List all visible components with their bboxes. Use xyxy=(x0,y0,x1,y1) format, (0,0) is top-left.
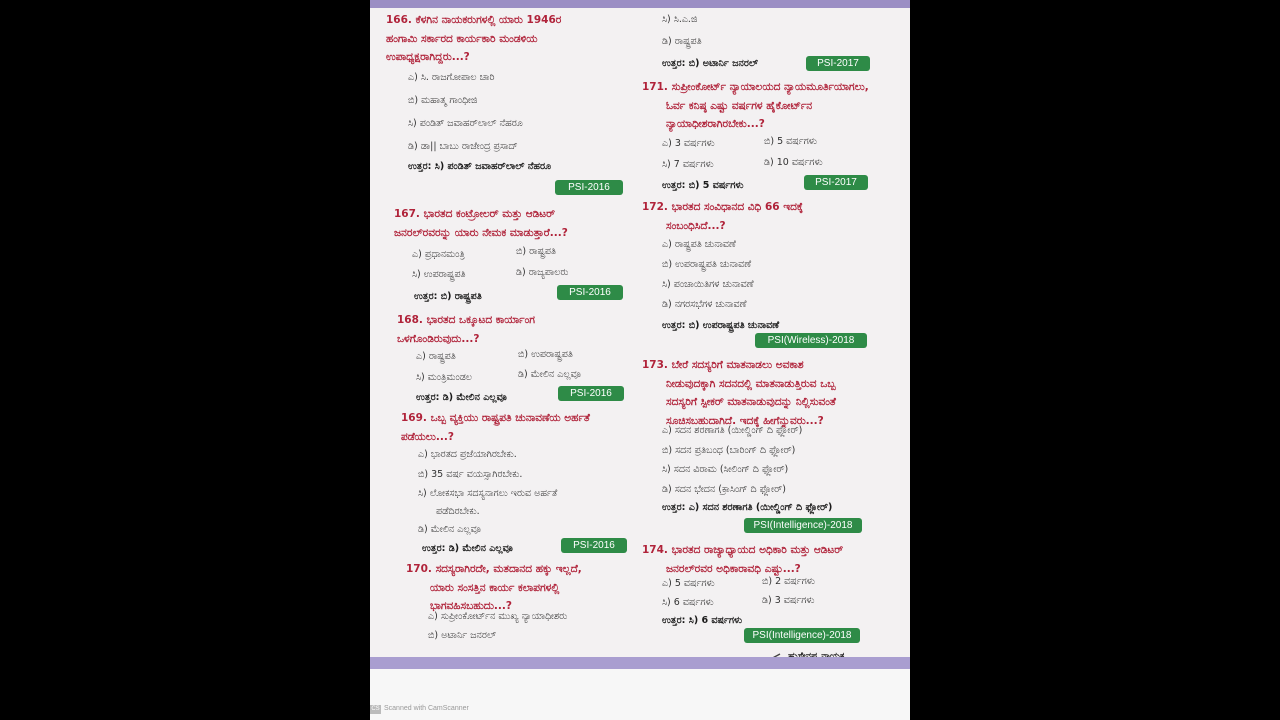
exam-tag-169: PSI-2016 xyxy=(561,538,627,553)
answer-167: ಉತ್ತರ: ಬಿ) ರಾಷ್ಟ್ರಪತಿ xyxy=(414,291,482,302)
exam-tag-173: PSI(Intelligence)-2018 xyxy=(744,518,862,533)
option-172-d: ಡಿ) ನಗರಸಭೆಗಳ ಚುನಾವಣೆ xyxy=(662,299,747,310)
question-168: 168. ಭಾರತದ ಒಕ್ಕೂಟದ ಕಾರ್ಯಾಂಗ ಒಳಗೊಂಡಿರುವುದು...? xyxy=(397,314,535,345)
option-168-a: ಎ) ರಾಷ್ಟ್ರಪತಿ xyxy=(416,351,456,362)
option-172-a: ಎ) ರಾಷ್ಟ್ರಪತಿ ಚುನಾವಣೆ xyxy=(662,239,736,250)
option-169-d: ಡಿ) ಮೇಲಿನ ಎಲ್ಲವೂ xyxy=(418,524,481,535)
option-173-a: ಎ) ಸದನ ಶರಣಾಗತಿ (ಯೀಲ್ಡಿಂಗ್ ದಿ ಫ್ಲೋರ್) xyxy=(662,425,803,436)
exam-tag-170: PSI-2017 xyxy=(806,56,870,71)
answer-168: ಉತ್ತರ: ಡಿ) ಮೇಲಿನ ಎಲ್ಲವೂ xyxy=(416,392,507,403)
book-page xyxy=(370,0,910,720)
option-169-c-cont: ಪಡೆದಿರಬೇಕು. xyxy=(436,506,480,517)
option-166-a: ಎ) ಸಿ. ರಾಜಗೋಪಾಲ ಚಾರಿ xyxy=(408,72,495,83)
question-173: 173. ಬೇರೆ ಸದಸ್ಯರಿಗೆ ಮಾತನಾಡಲು ಅವಕಾಶ ನೀಡುವುದಕ್ಕಾಗಿ ಸದನದಲ್ಲಿ ಮಾತನಾಡುತ್ತಿರುವ ಒಬ್ಬ ಸದಸ್ಯರಿಗೆ ಸ್ಪೀಕರ್ ಮಾತನಾಡುವುದನ್ನು ನಿಲ್ಲಿಸುವಂತೆ ಸೂಚಿಸಬಹುದಾಗಿದೆ. ಇದಕ್ಕೆ ಹೀಗೆನ್ನುವರು...? xyxy=(642,359,836,427)
question-170: 170. ಸದಸ್ಯರಾಗಿರದೇ, ಮತದಾನದ ಹಕ್ಕು ಇಲ್ಲದೆ, ಯಾರು ಸಂಸತ್ತಿನ ಕಾರ್ಯ ಕಲಾಪಗಳಲ್ಲಿ ಭಾಗವಹಿಸಬಹುದು...? xyxy=(406,563,582,612)
option-170-d: ಡಿ) ರಾಷ್ಟ್ರಪತಿ xyxy=(662,36,702,47)
option-166-b: ಬಿ) ಮಹಾತ್ಮ ಗಾಂಧೀಜಿ xyxy=(408,95,478,106)
option-171-b: ಬಿ) 5 ವರ್ಷಗಳು xyxy=(764,136,817,147)
option-172-c: ಸಿ) ಪಂಚಾಯಿತಿಗಳ ಚುನಾವಣೆ xyxy=(662,279,754,290)
option-170-c: ಸಿ) ಸಿ.ಎ.ಜಿ xyxy=(662,14,698,25)
answer-172: ಉತ್ತರ: ಬಿ) ಉಪರಾಷ್ಟ್ರಪತಿ ಚುನಾವಣೆ xyxy=(662,320,780,331)
exam-tag-171: PSI-2017 xyxy=(804,175,868,190)
exam-tag-174: PSI(Intelligence)-2018 xyxy=(744,628,860,643)
option-173-b: ಬಿ) ಸದನ ಪ್ರತಿಬಂಧ (ಬಾರಿಂಗ್ ದಿ ಫ್ಲೋರ್) xyxy=(662,445,796,456)
option-172-b: ಬಿ) ಉಪರಾಷ್ಟ್ರಪತಿ ಚುನಾವಣೆ xyxy=(662,259,752,270)
option-171-a: ಎ) 3 ವರ್ಷಗಳು xyxy=(662,138,715,149)
question-171: 171. ಸುಪ್ರೀಂಕೋರ್ಟ್ ನ್ಯಾಯಾಲಯದ ನ್ಯಾಯಮೂರ್ತಿಯಾಗಲು, ಓರ್ವ ಕನಿಷ್ಠ ಎಷ್ಟು ವರ್ಷಗಳ ಹೈಕೋರ್ಟ್‌ನ ನ್ಯಾಯಾಧೀಶರಾಗಿರಬೇಕು...? xyxy=(642,81,869,130)
option-174-b: ಬಿ) 2 ವರ್ಷಗಳು xyxy=(762,576,815,587)
option-174-c: ಸಿ) 6 ವರ್ಷಗಳು xyxy=(662,597,714,608)
option-168-b: ಬಿ) ಉಪರಾಷ್ಟ್ರಪತಿ xyxy=(518,349,573,360)
option-174-d: ಡಿ) 3 ವರ್ಷಗಳು xyxy=(762,595,815,606)
question-167: 167. ಭಾರತದ ಕಂಟ್ರೋಲರ್ ಮತ್ತು ಆಡಿಟರ್ ಜನರಲ್‌ರವರನ್ನು ಯಾರು ನೇಮಕ ಮಾಡುತ್ತಾರೆ...? xyxy=(394,208,568,239)
top-decor-bar xyxy=(370,0,910,8)
option-168-c: ಸಿ) ಮಂತ್ರಿಮಂಡಲ xyxy=(416,372,472,383)
scanner-text: Scanned with CamScanner xyxy=(384,705,469,712)
answer-173: ಉತ್ತರ: ಎ) ಸದನ ಶರಣಾಗತಿ (ಯೀಲ್ಡಿಂಗ್ ದಿ ಫ್ಲೋರ್) xyxy=(662,502,833,513)
option-169-b: ಬಿ) 35 ವರ್ಷ ವಯಸ್ಸಾಗಿರಬೇಕು. xyxy=(418,469,523,480)
answer-171: ಉತ್ತರ: ಬಿ) 5 ವರ್ಷಗಳು xyxy=(662,180,744,191)
question-172: 172. ಭಾರತದ ಸಂವಿಧಾನದ ವಿಧಿ 66 ಇದಕ್ಕೆ ಸಂಬಂಧಿಸಿದೆ...? xyxy=(642,201,804,232)
option-169-a: ಎ) ಭಾರತದ ಪ್ರಜೆಯಾಗಿರಬೇಕು. xyxy=(418,449,517,460)
bottom-decor-bar xyxy=(370,657,910,669)
option-166-c: ಸಿ) ಪಂಡಿತ್ ಜವಾಹರ್‌ಲಾಲ್ ನೆಹರೂ xyxy=(408,118,523,129)
option-167-c: ಸಿ) ಉಪರಾಷ್ಟ್ರಪತಿ xyxy=(412,269,466,280)
option-169-c: ಸಿ) ಲೋಕಸಭಾ ಸದಸ್ಯನಾಗಲು ಇರುವ ಅರ್ಹತೆ xyxy=(418,488,558,499)
answer-166: ಉತ್ತರ: ಸಿ) ಪಂಡಿತ್ ಜವಾಹರ್‌ಲಾಲ್ ನೆಹರೂ xyxy=(408,161,552,172)
scanner-watermark xyxy=(370,705,469,714)
exam-tag-168: PSI-2016 xyxy=(558,386,624,401)
option-173-c: ಸಿ) ಸದನ ವಿರಾಮ (ಸೀಲಿಂಗ್ ದಿ ಫ್ಲೋರ್) xyxy=(662,464,789,475)
option-174-a: ಎ) 5 ವರ್ಷಗಳು xyxy=(662,578,715,589)
option-171-d: ಡಿ) 10 ವರ್ಷಗಳು xyxy=(764,157,823,168)
exam-tag-167: PSI-2016 xyxy=(557,285,623,300)
question-174: 174. ಭಾರತದ ರಾಜ್ಯಾಧ್ಯಾಯದ ಅಧಿಕಾರಿ ಮತ್ತು ಆಡಿಟರ್ ಜನರಲ್‌ರವರ ಅಧಿಕಾರಾವಧಿ ಎಷ್ಟು...? xyxy=(642,544,844,575)
option-173-d: ಡಿ) ಸದನ ಭೇದನ (ಕ್ರಾಸಿಂಗ್ ದಿ ಫ್ಲೋರ್) xyxy=(662,484,786,495)
answer-169: ಉತ್ತರ: ಡಿ) ಮೇಲಿನ ಎಲ್ಲವೂ xyxy=(422,543,513,554)
question-166: 166. ಕೆಳಗಿನ ನಾಯಕರುಗಳಲ್ಲಿ ಯಾರು 1946ರ ಹಂಗಾಮಿ ಸರ್ಕಾರದ ಕಾರ್ಯಕಾರಿ ಮಂಡಳಿಯ ಉಪಾಧ್ಯಕ್ಷರಾಗಿದ್ದರು...? xyxy=(386,14,562,63)
exam-tag-166: PSI-2016 xyxy=(555,180,623,195)
option-170-a: ಎ) ಸುಪ್ರೀಂಕೋರ್ಟ್‌ನ ಮುಖ್ಯ ನ್ಯಾಯಾಧೀಶರು xyxy=(428,611,568,622)
answer-170: ಉತ್ತರ: ಬಿ) ಅಟಾರ್ನಿ ಜನರಲ್ xyxy=(662,58,759,69)
option-167-a: ಎ) ಪ್ರಧಾನಮಂತ್ರಿ xyxy=(412,249,465,260)
option-166-d: ಡಿ) ಡಾ|| ಬಾಬು ರಾಜೇಂದ್ರ ಪ್ರಸಾದ್ xyxy=(408,141,518,152)
option-170-b: ಬಿ) ಅಟಾರ್ನಿ ಜನರಲ್ xyxy=(428,630,497,641)
option-168-d: ಡಿ) ಮೇಲಿನ ಎಲ್ಲವೂ xyxy=(518,369,581,380)
option-171-c: ಸಿ) 7 ವರ್ಷಗಳು xyxy=(662,159,714,170)
answer-174: ಉತ್ತರ: ಸಿ) 6 ವರ್ಷಗಳು xyxy=(662,615,743,626)
camscanner-logo-icon: CS xyxy=(371,706,380,712)
option-167-b: ಬಿ) ರಾಷ್ಟ್ರಪತಿ xyxy=(516,246,557,257)
question-169: 169. ಒಬ್ಬ ವ್ಯಕ್ತಿಯು ರಾಷ್ಟ್ರಪತಿ ಚುನಾವಣೆಯ ಅರ್ಹತೆ ಪಡೆಯಲು...? xyxy=(401,412,590,443)
option-167-d: ಡಿ) ರಾಜ್ಯಪಾಲರು xyxy=(516,267,569,278)
exam-tag-172: PSI(Wireless)-2018 xyxy=(755,333,867,348)
